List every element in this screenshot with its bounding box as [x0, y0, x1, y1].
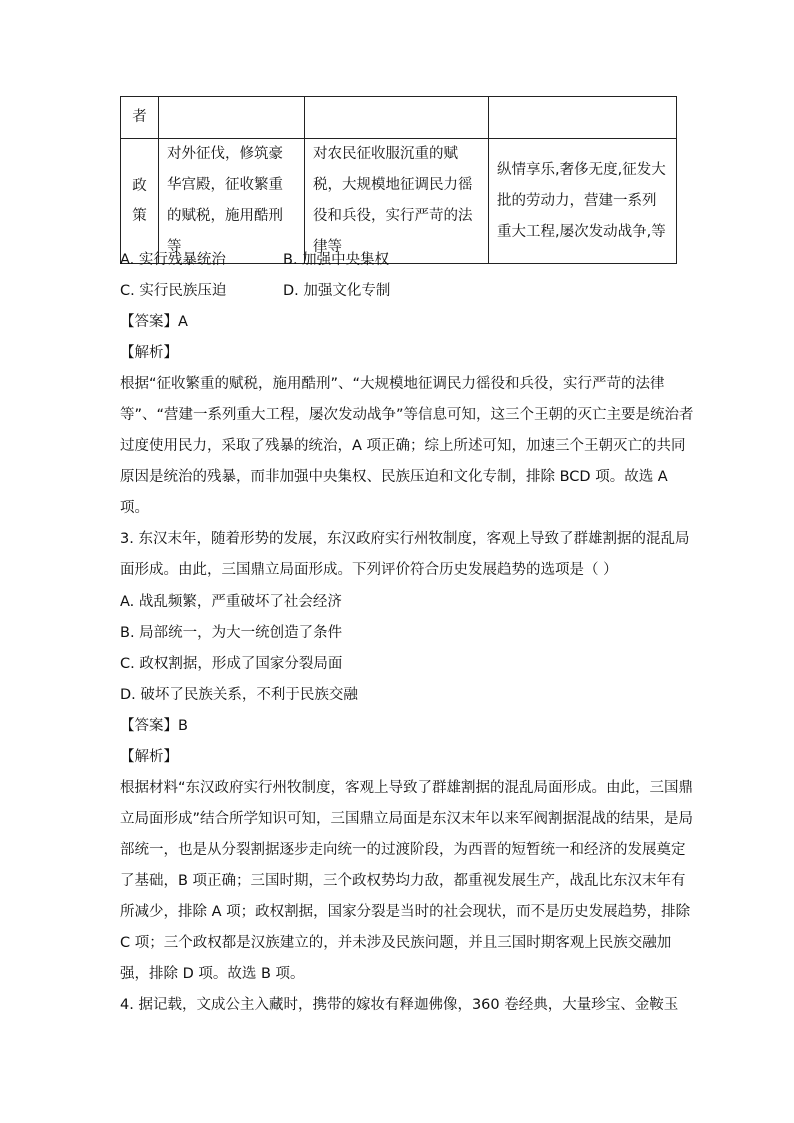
policy-text-3: 纵情享乐,奢侈无度,征发大批的劳动力，营建一系列重大工程,屡次发动战争,等 — [497, 161, 666, 240]
q2-answer: 【答案】A — [120, 314, 188, 330]
q3-option-c: C. 政权割据，形成了国家分裂局面 — [120, 656, 343, 672]
q3-analysis-title: 【解析】 — [120, 749, 178, 765]
policy-text-2: 对农民征收服沉重的赋税，大规模地征调民力徭役和兵役，实行严苛的法律等 — [313, 146, 473, 255]
q2-analysis-line: 项。 — [120, 500, 149, 516]
q2-option-c: C. 实行民族压迫 — [120, 283, 227, 299]
row-label-ruler: 者 — [121, 97, 159, 139]
table-cell — [305, 97, 489, 139]
q2-option-d: D. 加强文化专制 — [283, 283, 391, 299]
q2-analysis-line: 等”、“营建一系列重大工程，屡次发动战争”等信息可知，这三个王朝的灭亡主要是统治者 — [120, 407, 694, 423]
q3-option-b: B. 局部统一，为大一统创造了条件 — [120, 625, 343, 641]
q2-analysis-line: 过度使用民力，采取了残暴的统治，A 项正确；综上所述可知，加速三个王朝灭亡的共同 — [120, 438, 686, 454]
row-label-char: 政 — [132, 178, 147, 194]
table-cell — [489, 97, 677, 139]
q3-analysis-line: 立局面形成”结合所学知识可知，三国鼎立局面是东汉末年以来军阀割据混战的结果，是局 — [120, 811, 694, 827]
q4-stem-line: 4. 据记载，文成公主入藏时，携带的嫁妆有释迦佛像，360 卷经典，大量珍宝、金鞍玉 — [120, 997, 679, 1013]
q2-analysis-line: 根据“征收繁重的赋税，施用酷刑”、“大规模地征调民力徭役和兵役，实行严苛的法律 — [120, 376, 665, 392]
row-label-char: 策 — [132, 208, 147, 224]
policy-comparison-table — [120, 96, 677, 264]
q2-analysis-line: 原因是统治的残暴，而非加强中央集权、民族压迫和文化专制，排除 BCD 项。故选 A — [120, 469, 668, 485]
q2-analysis-title: 【解析】 — [120, 345, 178, 361]
q3-analysis-line: 所减少，排除 A 项；政权割据，国家分裂是当时的社会现状，而不是历史发展趋势，排除 — [120, 904, 691, 920]
q3-option-a: A. 战乱频繁，严重破坏了社会经济 — [120, 594, 342, 610]
q3-analysis-line: 强，排除 D 项。故选 B 项。 — [120, 966, 305, 982]
q3-stem-line: 面形成。由此，三国鼎立局面形成。下列评价符合历史发展趋势的选项是（ ） — [120, 562, 618, 578]
q3-option-d: D. 破坏了民族关系，不利于民族交融 — [120, 687, 358, 703]
q3-answer: 【答案】B — [120, 718, 188, 734]
q3-analysis-line: C 项；三个政权都是汉族建立的，并未涉及民族问题，并且三国时期客观上民族交融加 — [120, 935, 672, 951]
q2-options-row-2 — [120, 276, 680, 307]
q3-analysis-line: 了基础，B 项正确；三国时期，三个政权势均力敌，都重视发展生产，战乱比东汉末年有 — [120, 873, 686, 889]
q2-option-a: A. 实行残暴统治 — [120, 252, 226, 268]
q3-analysis-line: 部统一，也是从分裂割据逐步走向统一的过渡阶段，为西晋的短暂统一和经济的发展奠定 — [120, 842, 686, 858]
table-cell — [159, 97, 305, 139]
q2-option-b: B. 加强中央集权 — [283, 252, 390, 268]
q3-analysis-line: 根据材料“东汉政府实行州牧制度，客观上导致了群雄割据的混乱局面形成。由此，三国鼎 — [120, 780, 694, 796]
q3-stem-line: 3. 东汉末年，随着形势的发展，东汉政府实行州牧制度，客观上导致了群雄割据的混乱局 — [120, 531, 690, 547]
policy-text-1: 对外征伐，修筑豪华宫殿，征收繁重的赋税，施用酷刑等 — [167, 146, 283, 255]
q2-options-row-1 — [120, 245, 680, 276]
table-row — [121, 97, 677, 139]
